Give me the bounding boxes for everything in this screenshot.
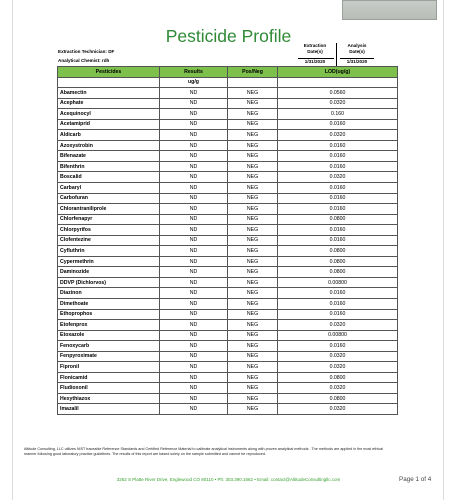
table-row (58, 351, 398, 362)
table-row (58, 109, 398, 120)
table-row (58, 246, 398, 257)
pesticide-name: Diazinon (58, 288, 160, 299)
pesticide-name: DDVP (Dichlorvos) (58, 277, 160, 288)
lod-value: 0.0160 (278, 235, 398, 246)
pesticide-name: Azoxystrobin (58, 140, 160, 151)
table-row (58, 151, 398, 162)
pesticide-name: Ethoprophos (58, 309, 160, 320)
posneg-value: NEG (228, 362, 278, 373)
lod-value: 0.0320 (278, 383, 398, 394)
result-value: ND (160, 235, 228, 246)
table-row (58, 372, 398, 383)
pesticide-name: Hexythiazox (58, 393, 160, 404)
result-value: ND (160, 330, 228, 341)
analysis-header-line2: Date(s) (349, 48, 365, 54)
posneg-value: NEG (228, 182, 278, 193)
posneg-value: NEG (228, 109, 278, 120)
table-row (58, 193, 398, 204)
table-row (58, 119, 398, 130)
table-row (58, 172, 398, 183)
table-row (58, 130, 398, 141)
table-row (58, 204, 398, 215)
lod-value: 0.0320 (278, 172, 398, 183)
result-value: ND (160, 214, 228, 225)
table-row (58, 288, 398, 299)
pesticide-name: Bifenthrin (58, 161, 160, 172)
posneg-value: NEG (228, 330, 278, 341)
posneg-value: NEG (228, 246, 278, 257)
posneg-value: NEG (228, 383, 278, 394)
lod-value: 0.0160 (278, 182, 398, 193)
lod-value: 0.0160 (278, 309, 398, 320)
table-row (58, 404, 398, 415)
pesticide-name: Fludioxonil (58, 383, 160, 394)
lod-value: 0.0160 (278, 140, 398, 151)
analytical-chemist: Analytical Chemist: rdh (58, 58, 110, 63)
result-value: ND (160, 341, 228, 352)
units-blank (228, 77, 278, 88)
analysis-header-line1: Analysis (347, 43, 367, 48)
pesticide-name: Imazalil (58, 404, 160, 415)
pesticide-name: Dimethoate (58, 298, 160, 309)
image-thumbnail (342, 0, 437, 20)
lod-value: 0.0560 (278, 88, 398, 99)
result-value: ND (160, 140, 228, 151)
pesticide-results-table (57, 66, 398, 415)
pesticide-name: Carbaryl (58, 182, 160, 193)
header-pesticides: Pesticides (58, 67, 160, 78)
pesticide-name: Abamectin (58, 88, 160, 99)
table-row (58, 98, 398, 109)
extraction-date-box (294, 43, 336, 64)
result-value: ND (160, 151, 228, 162)
lod-value: 0.0800 (278, 372, 398, 383)
header-results: Results (160, 67, 228, 78)
header-posneg: Pos/Neg (228, 67, 278, 78)
result-value: ND (160, 109, 228, 120)
pesticide-name: Chlorantraniliprole (58, 204, 160, 215)
pesticide-name: Fipronil (58, 362, 160, 373)
pesticide-name: Cypermethrin (58, 256, 160, 267)
result-value: ND (160, 88, 228, 99)
result-value: ND (160, 256, 228, 267)
table-row (58, 362, 398, 373)
lod-value: 0.00800 (278, 330, 398, 341)
lod-value: 0.0160 (278, 161, 398, 172)
posneg-value: NEG (228, 309, 278, 320)
header-lod: LOD(ug/g) (278, 67, 398, 78)
lod-value: 0.0160 (278, 298, 398, 309)
table-row (58, 88, 398, 99)
posneg-value: NEG (228, 267, 278, 278)
result-value: ND (160, 372, 228, 383)
result-value: ND (160, 383, 228, 394)
posneg-value: NEG (228, 256, 278, 267)
pesticide-name: Boscalid (58, 172, 160, 183)
posneg-value: NEG (228, 140, 278, 151)
result-value: ND (160, 404, 228, 415)
pesticide-name: Acequinocyl (58, 109, 160, 120)
result-value: ND (160, 277, 228, 288)
report-title: Pesticide Profile (165, 26, 292, 46)
pesticide-name: Etoxazole (58, 330, 160, 341)
pesticide-name: Clofentezine (58, 235, 160, 246)
units-blank (278, 77, 398, 88)
table-row (58, 341, 398, 352)
pesticide-name: Flonicamid (58, 372, 160, 383)
lod-value: 0.0320 (278, 404, 398, 415)
extraction-date: 1/31/2020 (304, 59, 326, 64)
table-row (58, 225, 398, 236)
analysis-date-rule (340, 58, 374, 59)
result-value: ND (160, 309, 228, 320)
result-value: ND (160, 161, 228, 172)
posneg-value: NEG (228, 372, 278, 383)
result-value: ND (160, 320, 228, 331)
lod-value: 0.0800 (278, 267, 398, 278)
extraction-header-line1: Extraction (303, 43, 327, 48)
analysis-date: 1/31/2020 (346, 59, 368, 64)
lod-value: 0.0160 (278, 288, 398, 299)
lod-value: 0.0800 (278, 214, 398, 225)
pesticide-name: Fenoxycarb (58, 341, 160, 352)
posneg-value: NEG (228, 204, 278, 215)
units-row (58, 77, 398, 88)
result-value: ND (160, 362, 228, 373)
extraction-technician: Extraction Technician: DF (58, 49, 115, 54)
table-row (58, 140, 398, 151)
posneg-value: NEG (228, 404, 278, 415)
posneg-value: NEG (228, 298, 278, 309)
lod-value: 0.0160 (278, 151, 398, 162)
result-value: ND (160, 351, 228, 362)
pesticide-name: Daminozide (58, 267, 160, 278)
posneg-value: NEG (228, 161, 278, 172)
result-value: ND (160, 288, 228, 299)
posneg-value: NEG (228, 235, 278, 246)
posneg-value: NEG (228, 88, 278, 99)
table-row (58, 330, 398, 341)
lod-value: 0.0320 (278, 130, 398, 141)
lod-value: 0.00800 (278, 277, 398, 288)
result-value: ND (160, 298, 228, 309)
table-row (58, 235, 398, 246)
result-value: ND (160, 130, 228, 141)
table-row (58, 256, 398, 267)
posneg-value: NEG (228, 341, 278, 352)
posneg-value: NEG (228, 320, 278, 331)
pesticide-name: Etofenprox (58, 320, 160, 331)
posneg-value: NEG (228, 119, 278, 130)
pesticide-name: Cyfluthrin (58, 246, 160, 257)
lod-value: 0.0320 (278, 351, 398, 362)
result-value: ND (160, 246, 228, 257)
posneg-value: NEG (228, 98, 278, 109)
pesticide-name: Acephate (58, 98, 160, 109)
posneg-value: NEG (228, 214, 278, 225)
lod-value: 0.0160 (278, 119, 398, 130)
contact-footer: 3262 S Platte River Drive, Englewood CO 80110 • Ph: 303.390.1662 • Email: contact@AltitudeConsultingllc.com (116, 477, 341, 482)
result-value: ND (160, 119, 228, 130)
posneg-value: NEG (228, 130, 278, 141)
posneg-value: NEG (228, 288, 278, 299)
disclaimer-footnote: Altitude Consulting, LLC utilizes NIST traceable Reference Standards and Certified Reference Material to calibrate analytical instruments along with proven analytical methods . The methods are applied in the most ethical manner following good laboratory practice guidelines. The results of this report are based solely on the sample submitted and cannot be reproduced. (24, 447, 383, 456)
lod-value: 0.160 (278, 109, 398, 120)
lod-value: 0.0160 (278, 225, 398, 236)
posneg-value: NEG (228, 351, 278, 362)
pesticide-name: Aldicarb (58, 130, 160, 141)
pesticide-name: Acetamiprid (58, 119, 160, 130)
result-value: ND (160, 204, 228, 215)
result-value: ND (160, 172, 228, 183)
table-row (58, 309, 398, 320)
analysis-date-box (337, 43, 377, 64)
extraction-date-rule (298, 58, 334, 59)
table-row (58, 161, 398, 172)
lod-value: 0.0800 (278, 256, 398, 267)
result-value: ND (160, 182, 228, 193)
extraction-header-line2: Date(s) (307, 48, 323, 54)
posneg-value: NEG (228, 193, 278, 204)
pesticide-name: Chlorfenapyr (58, 214, 160, 225)
lod-value: 0.0160 (278, 204, 398, 215)
table-row (58, 383, 398, 394)
result-value: ND (160, 393, 228, 404)
units-blank (58, 77, 160, 88)
result-value: ND (160, 193, 228, 204)
posneg-value: NEG (228, 225, 278, 236)
pesticide-name: Fenpyroximate (58, 351, 160, 362)
page-indicator: Page 1 of 4 (399, 476, 432, 483)
posneg-value: NEG (228, 151, 278, 162)
table-row (58, 214, 398, 225)
results-units: ug/g (160, 77, 228, 88)
posneg-value: NEG (228, 393, 278, 404)
pesticide-name: Carbofuran (58, 193, 160, 204)
table-row (58, 298, 398, 309)
table-row (58, 277, 398, 288)
table-row (58, 267, 398, 278)
lod-value: 0.0320 (278, 98, 398, 109)
pesticide-name: Bifenazate (58, 151, 160, 162)
posneg-value: NEG (228, 172, 278, 183)
result-value: ND (160, 98, 228, 109)
lod-value: 0.0160 (278, 341, 398, 352)
result-value: ND (160, 225, 228, 236)
table-header-row (58, 67, 398, 78)
lod-value: 0.0800 (278, 246, 398, 257)
lod-value: 0.0320 (278, 320, 398, 331)
pesticide-name: Chlorpyrifos (58, 225, 160, 236)
table-row (58, 393, 398, 404)
lod-value: 0.0800 (278, 393, 398, 404)
lod-value: 0.0160 (278, 193, 398, 204)
result-value: ND (160, 267, 228, 278)
table-row (58, 320, 398, 331)
table-row (58, 182, 398, 193)
posneg-value: NEG (228, 277, 278, 288)
lod-value: 0.0320 (278, 362, 398, 373)
